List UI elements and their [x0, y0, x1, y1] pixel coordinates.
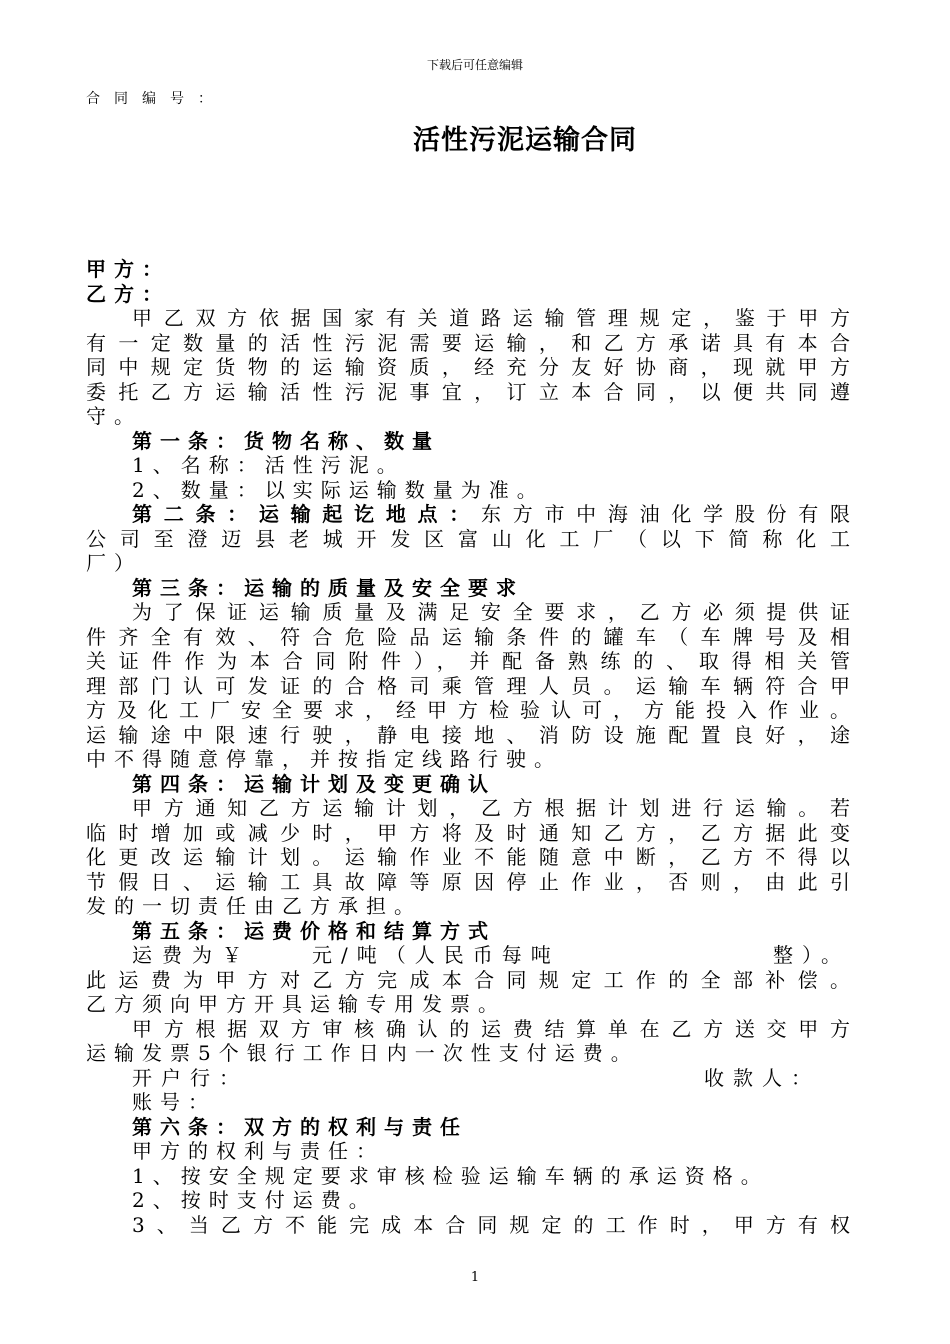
- contract-clauses-1: [86, 306, 850, 943]
- text-line: 此运费为甲方对乙方完成本合同规定工作的全部补偿。: [86, 967, 850, 992]
- text-line: 公司至澄迈县老城开发区富山化工厂（以下简称化工: [86, 526, 850, 551]
- text-line: 2、按时支付运费。: [132, 1188, 377, 1212]
- page-number: 1: [470, 1270, 480, 1285]
- text-line: 临时增加或减少时，甲方将及时通知乙方，乙方据此变: [86, 820, 850, 845]
- text-line: 为了保证运输质量及满足安全要求，乙方必须提供证: [132, 600, 850, 624]
- text-line: 关证件作为本合同附件），并配备熟练的、取得相关管: [86, 649, 850, 673]
- fee-suffix: 整）。: [773, 943, 850, 967]
- party-a-label: 甲方：: [86, 257, 170, 281]
- fee-middle: 元/吨（人民币每吨: [312, 943, 560, 967]
- text-line: 第二条：运输起讫地点：东方市中海油化学股份有限: [132, 502, 850, 526]
- text-line: 1、按安全规定要求审核检验运输车辆的承运资格。: [132, 1163, 769, 1188]
- payee-label: 收款人：: [704, 1065, 820, 1090]
- text-line: 件齐全有效、符合危险品运输条件的罐车（车牌号及相: [86, 624, 850, 649]
- text-line: 厂）: [86, 551, 142, 575]
- text-line: 1、名称：活性污泥。: [132, 453, 405, 477]
- text-line: 甲方的权利与责任：: [132, 1139, 384, 1163]
- bank-label: 开户行：: [132, 1065, 248, 1090]
- fee-prefix: 运费为￥: [132, 943, 252, 967]
- text-line: 账号：: [132, 1090, 216, 1114]
- text-line: 节假日、运输工具故障等原因停止作业，否则，由此引: [86, 869, 850, 894]
- text-line: 运输途中限速行驶，静电接地、消防设施配置良好，途: [86, 722, 850, 747]
- text-line: 第三条：运输的质量及安全要求: [132, 575, 524, 600]
- text-line: 理部门认可发证的合格司乘管理人员。运输车辆符合甲: [86, 673, 850, 698]
- text-line: 甲方根据双方审核确认的运费结算单在乙方送交甲方: [132, 1016, 850, 1041]
- text-line: 第六条：双方的权利与责任: [132, 1114, 468, 1139]
- text-line: 乙方须向甲方开具运输专用发票。: [86, 992, 506, 1016]
- party-b-label: 乙方：: [86, 281, 170, 306]
- contract-clauses-2: [86, 968, 850, 1066]
- text-line: 第五条：运费价格和结算方式: [132, 918, 496, 943]
- text-line: 第一条：货物名称、数量: [132, 428, 440, 453]
- contract-clauses-3: [86, 1090, 850, 1237]
- text-line: 委托乙方运输活性污泥事宜，订立本合同，以便共同遵: [86, 379, 850, 404]
- document-title: 活性污泥运输合同: [413, 125, 637, 156]
- text-line: 2、数量：以实际运输数量为准。: [132, 477, 545, 502]
- text-line: 甲乙双方依据国家有关道路运输管理规定，鉴于甲方: [132, 306, 850, 330]
- text-line: 第四条：运输计划及变更确认: [132, 771, 496, 796]
- text-line: 甲方通知乙方运输计划，乙方根据计划进行运输。若: [132, 796, 850, 820]
- text-line: 发的一切责任由乙方承担。: [86, 894, 422, 918]
- text-line: 有一定数量的活性污泥需要运输，和乙方承诺具有本合: [86, 330, 850, 355]
- text-line: 化更改运输计划。运输作业不能随意中断，乙方不得以: [86, 845, 850, 869]
- text-line: 守。: [86, 404, 142, 428]
- text-line: 方及化工厂安全要求，经甲方检验认可，方能投入作业。: [86, 698, 850, 722]
- bank-line: [86, 1066, 850, 1091]
- contract-body: [86, 257, 850, 1237]
- fee-line: [86, 943, 850, 968]
- header-note: 下载后可任意编辑: [426, 58, 523, 72]
- clause-heading: 第二条：运输起讫地点：: [132, 502, 481, 526]
- text-line: 运输发票5个银行工作日内一次性支付运费。: [86, 1041, 639, 1065]
- text-line: 3、当乙方不能完成本合同规定的工作时，甲方有权: [132, 1212, 850, 1237]
- contract-number-label: 合同编号：: [86, 91, 226, 107]
- text-line: 中不得随意停靠，并按指定线路行驶。: [86, 747, 562, 771]
- text-line: 同中规定货物的运输资质，经充分友好协商，现就甲方: [86, 355, 850, 379]
